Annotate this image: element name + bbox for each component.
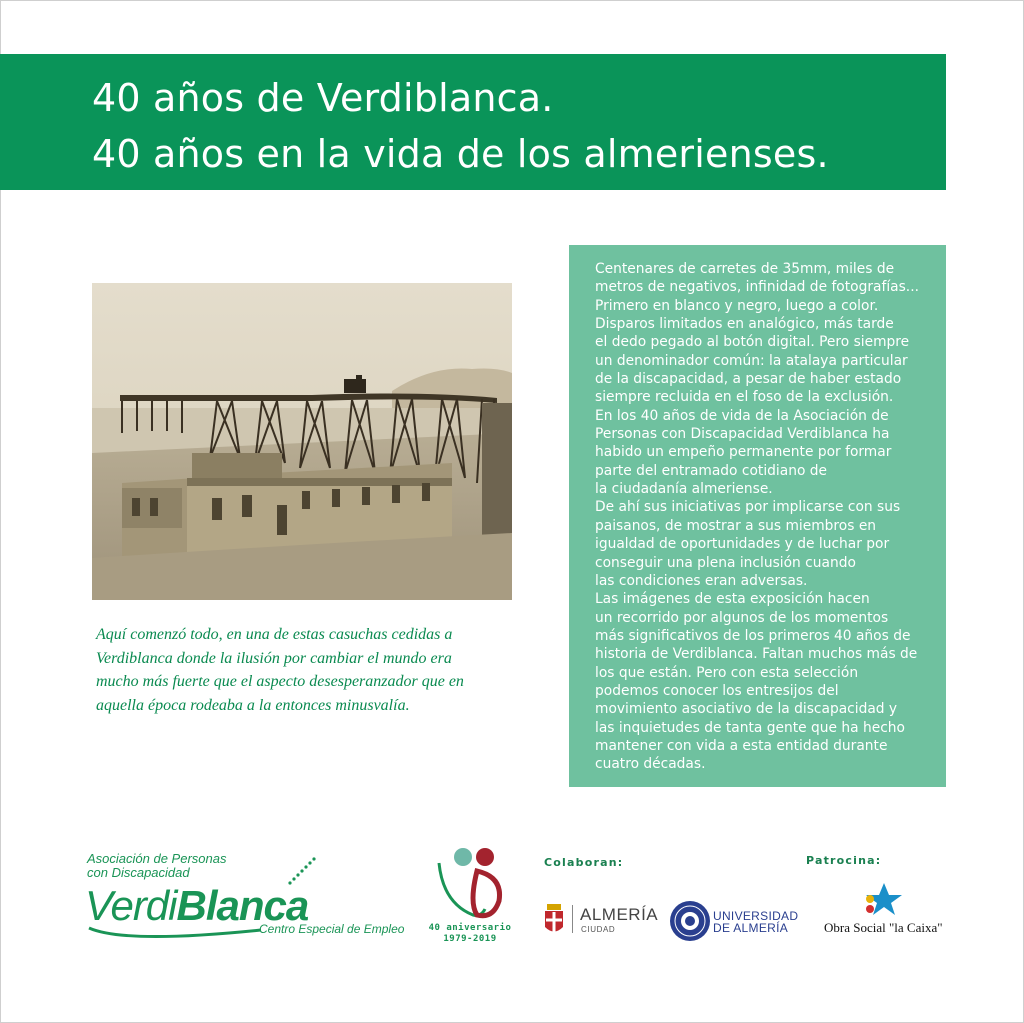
body-line: movimiento asociativo de la discapacidad y	[595, 701, 898, 718]
caption-line: mucho más fuerte que el aspecto desesperanzador que en	[96, 673, 464, 690]
body-line: las inquietudes de tanta gente que ha hecho	[595, 719, 905, 736]
almeria-divider	[572, 905, 573, 933]
caption-line: aquella época rodeaba a la entonces minusvalía.	[96, 696, 410, 714]
body-line: más significativos de los primeros 40 años de	[595, 627, 911, 644]
universidad-almeria-logo	[669, 899, 799, 945]
body-line: En los 40 años de vida de la Asociación de	[595, 407, 889, 424]
body-line: habido un empeño permanente por formar	[595, 444, 892, 461]
body-line: de la discapacidad, a pesar de haber estado	[595, 371, 902, 388]
photo-caption	[96, 623, 496, 717]
logo-line-2: con Discapacidad	[87, 865, 190, 880]
body-line: el dedo pegado al botón digital. Pero siempre	[595, 334, 910, 351]
la-caixa-logo	[822, 877, 952, 942]
anniversary-line-2: 1979-2019	[443, 934, 497, 944]
logo-blanca: Blanca	[176, 882, 309, 929]
historic-pier-photo	[92, 283, 512, 600]
patrocina-label: Patrocina:	[806, 854, 882, 867]
body-line: igualdad de oportunidades y de luchar por	[595, 536, 890, 553]
logo-line-1: Asociación de Personas	[87, 851, 227, 866]
body-line: las condiciones eran adversas.	[595, 572, 808, 589]
university-seal-icon	[669, 899, 711, 943]
caixa-text: Obra Social "la Caixa"	[824, 920, 943, 935]
body-line: un recorrido por algunos de los momentos	[595, 609, 889, 626]
body-text	[595, 260, 935, 774]
body-line: metros de negativos, infinidad de fotografías...	[595, 279, 919, 296]
logo-swoosh-icon	[85, 924, 265, 944]
almeria-main-text: ALMERÍA	[580, 905, 659, 924]
body-line: parte del entramado cotidiano de	[595, 462, 828, 479]
body-line: la ciudadanía almeriense.	[595, 481, 773, 498]
caption-line: Aquí comenzó todo, en una de estas casuchas cedidas a	[96, 626, 453, 643]
body-line: historia de Verdiblanca. Faltan muchos más de	[595, 646, 918, 663]
body-line: siempre recluida en el foso de la exclusión.	[595, 389, 894, 406]
body-line: mantener con vida a esta entidad durante	[595, 737, 888, 754]
body-line: De ahí sus iniciativas por implicarse con sus	[595, 499, 901, 516]
anniversary-logo	[425, 843, 515, 948]
anniversary-figures-icon	[433, 843, 513, 919]
caixa-star-icon	[860, 877, 908, 919]
body-line: conseguir una plena inclusión cuando	[595, 554, 856, 571]
body-line: un denominador común: la atalaya particular	[595, 352, 908, 369]
university-line-1: UNIVERSIDAD	[713, 909, 799, 923]
logo-verdi: Verdi	[85, 882, 177, 929]
body-line: Personas con Discapacidad Verdiblanca ha	[595, 426, 890, 443]
body-line: cuatro décadas.	[595, 756, 706, 773]
almeria-crest-icon	[544, 903, 564, 937]
body-line: podemos conocer los entresijos del	[595, 682, 839, 699]
title-line-1: 40 años de Verdiblanca.	[92, 76, 554, 120]
verdiblanca-logo	[85, 852, 405, 947]
body-line: los que están. Pero con esta selección	[595, 664, 859, 681]
almeria-ciudad-logo	[544, 901, 664, 941]
body-line: Centenares de carretes de 35mm, miles de	[595, 261, 895, 277]
body-line: Las imágenes de esta exposición hacen	[595, 591, 870, 608]
university-line-2: DE ALMERÍA	[713, 921, 789, 935]
body-line: Primero en blanco y negro, luego a color.	[595, 297, 879, 314]
almeria-sub-text: CIUDAD	[581, 925, 616, 934]
body-line: paisanos, de mostrar a sus miembros en	[595, 517, 877, 534]
title-line-2: 40 años en la vida de los almerienses.	[92, 132, 829, 176]
caption-line: Verdiblanca donde la ilusión por cambiar el mundo era	[96, 649, 452, 667]
anniversary-line-1: 40 aniversario	[428, 923, 512, 933]
colaboran-label: Colaboran:	[544, 856, 624, 869]
logo-subtitle: Centro Especial de Empleo	[259, 922, 405, 936]
body-line: Disparos limitados en analógico, más tarde	[595, 316, 894, 333]
